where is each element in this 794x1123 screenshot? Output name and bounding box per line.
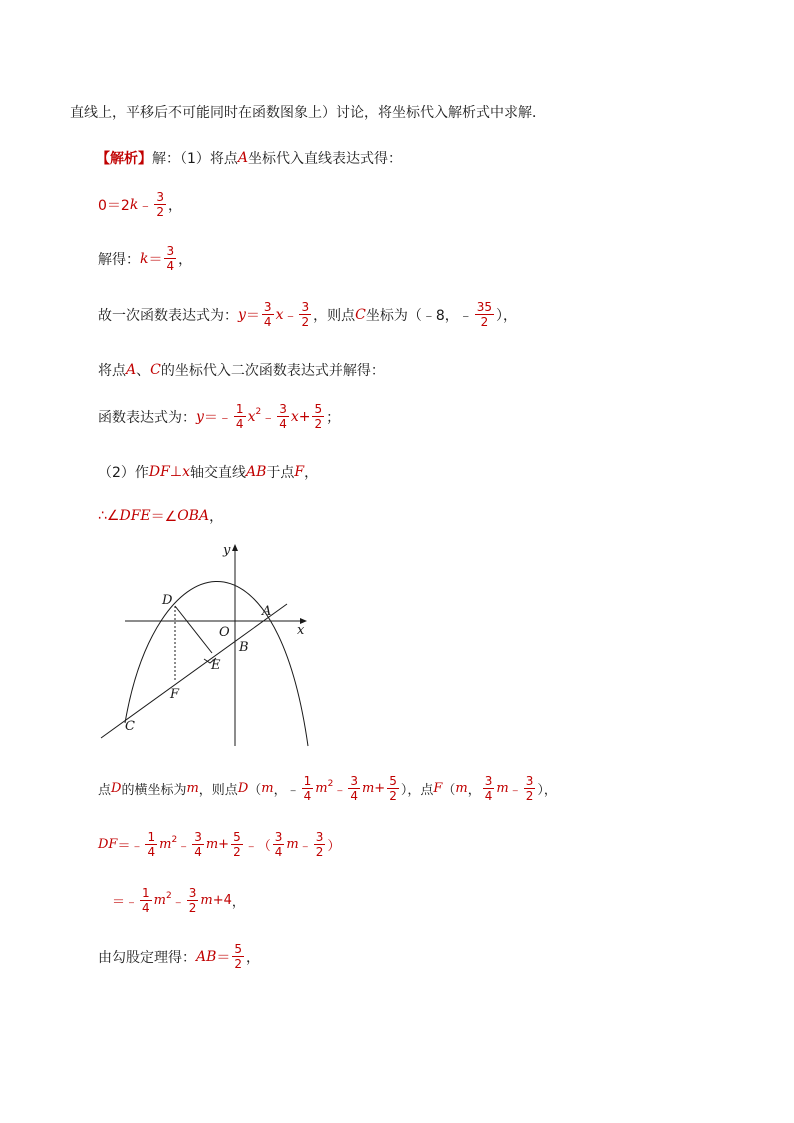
equation-line-7: 函数表达式为： y ＝﹣ $\frac{1}{4}$ x 2 ﹣ $\frac{3}{4}$ x + $\frac{5}{2}$ ； <box>98 402 341 431</box>
fraction: $\frac{3}{4}$ <box>166 244 175 273</box>
equation-line-11: DF ＝﹣ $\frac{1}{4}$ m 2 ﹣ $\frac{3}{4}$ m + $\frac{5}{2}$ ﹣（ $\frac{3}{4}$ m ﹣ $\frac{3}{2}$ ） <box>98 830 341 859</box>
equation-line-5: 故一次函数表达式为： y ＝ $\frac{3}{4}$ x ﹣ $\frac{3}{2}$ ，则点 C 坐标为（﹣8，﹣ $\frac{35}{2}$ ）， <box>98 300 518 329</box>
fraction: $\frac{3}{2}$ <box>301 300 310 329</box>
fraction: $\frac{3}{2}$ <box>525 774 534 803</box>
equation-line-3: 0＝2 k ﹣ $\frac{3}{2}$ ， <box>98 190 182 219</box>
solution-heading: 【解析】 解：（1）将点 A 坐标代入直线表达式得： <box>96 150 403 167</box>
fraction: $\frac{5}{2}$ <box>233 830 241 859</box>
fraction: $\frac{3}{4}$ <box>279 402 287 431</box>
label-c: C <box>125 719 135 734</box>
equation-line-13: 由勾股定理得： AB ＝ $\frac{5}{2}$ ， <box>98 942 261 971</box>
y-axis-arrow <box>232 544 238 551</box>
equation-line-10: 点 D 的横坐标为 m ，则点 D （ m ，﹣ $\frac{1}{4}$ m 2 ﹣ $\frac{3}{4}$ m + $\frac{5}{2}$ ），点 F （ m ， $\frac{3}{4}$ m ﹣ $\frac{3}{2}$ ）， <box>98 774 557 803</box>
fraction: $\frac{5}{2}$ <box>314 402 323 431</box>
label-d: D <box>162 593 173 608</box>
parabola-line-figure <box>95 538 325 753</box>
fraction: $\frac{3}{4}$ <box>350 774 358 803</box>
label-a: A <box>262 604 272 619</box>
fraction: $\frac{1}{4}$ <box>235 402 244 431</box>
fraction: $\frac{3}{4}$ <box>484 774 493 803</box>
fraction: $\frac{1}{4}$ <box>142 886 150 915</box>
fraction: $\frac{3}{4}$ <box>263 300 272 329</box>
label-o: O <box>219 625 230 640</box>
text-line-9: ∴∠ DFE ＝∠ OBA ， <box>98 508 224 525</box>
equation-line-12: ＝﹣ $\frac{1}{4}$ m 2 ﹣ $\frac{3}{2}$ m +4 ， <box>112 886 245 915</box>
fraction: $\frac{5}{2}$ <box>234 942 243 971</box>
label-b: B <box>239 640 249 655</box>
text-line-8: （2）作 DF ⊥ x 轴交直线 AB 于点 F ， <box>98 464 319 481</box>
fraction: $\frac{5}{2}$ <box>389 774 397 803</box>
fraction: $\frac{3}{2}$ <box>188 886 197 915</box>
equation-line-4: 解得： k ＝ $\frac{3}{4}$ ， <box>98 244 193 273</box>
fraction: $\frac{35}{2}$ <box>476 300 493 329</box>
label-x: x <box>297 623 305 638</box>
fraction: $\frac{1}{4}$ <box>147 830 156 859</box>
label-f: F <box>170 687 180 702</box>
label-e: E <box>211 658 221 673</box>
analysis-tag: 【解析】 <box>96 151 152 167</box>
text-line-1: 直线上，平移后不可能同时在函数图象上）讨论，将坐标代入解析式中求解． <box>70 105 546 121</box>
fraction: $\frac{3}{2}$ <box>315 830 324 859</box>
fraction: $\frac{3}{2}$ <box>156 190 164 219</box>
line-ab <box>101 604 287 738</box>
fraction: $\frac{3}{4}$ <box>274 830 283 859</box>
text-line-6: 将点 A 、 C 的坐标代入二次函数表达式并解得： <box>98 362 385 379</box>
fraction: $\frac{1}{4}$ <box>303 774 312 803</box>
fraction: $\frac{3}{4}$ <box>194 830 202 859</box>
label-y: y <box>223 543 231 558</box>
segment-de <box>175 606 212 653</box>
